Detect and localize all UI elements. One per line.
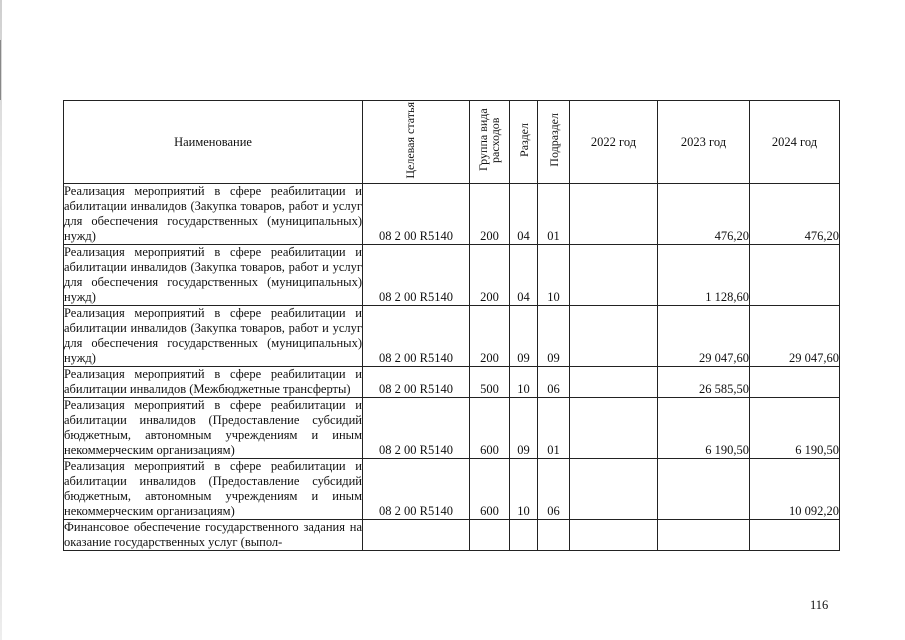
- row-2022: [570, 184, 658, 245]
- row-2023: 6 190,50: [658, 398, 750, 459]
- row-2022: [570, 367, 658, 398]
- header-2023: 2023 год: [658, 101, 750, 184]
- row-name: Реализация мероприятий в сфере реабилитации и абилитации инвалидов (Предоставление субсидий бюджетным, автономным учреждениям и иным некоммерческим организациям): [64, 459, 362, 518]
- header-target-label: Целевая статья: [403, 101, 417, 179]
- table-row: [64, 398, 840, 459]
- row-section: 04: [510, 184, 538, 245]
- row-section: 09: [510, 306, 538, 367]
- row-target: 08 2 00 R5140: [363, 306, 470, 367]
- row-2022: [570, 459, 658, 520]
- row-2024: [750, 520, 840, 551]
- table-row: [64, 306, 840, 367]
- header-target-article: [363, 101, 470, 184]
- header-section-label: Раздел: [516, 123, 531, 157]
- row-subsection: 10: [538, 245, 570, 306]
- header-group-label: Группа вида расходов: [475, 108, 502, 172]
- row-2024: 476,20: [750, 184, 840, 245]
- row-section: 04: [510, 245, 538, 306]
- row-subsection: 06: [538, 459, 570, 520]
- row-2022: [570, 306, 658, 367]
- row-name: Реализация мероприятий в сфере реабилитации и абилитации инвалидов (Межбюджетные трансферты): [64, 367, 362, 396]
- header-subsection: [538, 101, 570, 184]
- row-2024: 6 190,50: [750, 398, 840, 459]
- row-name: Реализация мероприятий в сфере реабилитации и абилитации инвалидов (Предоставление субсидий бюджетным, автономным учреждениям и иным некоммерческим организациям): [64, 398, 362, 457]
- row-target: 08 2 00 R5140: [363, 398, 470, 459]
- row-2023: 26 585,50: [658, 367, 750, 398]
- row-name: Реализация мероприятий в сфере реабилитации и абилитации инвалидов (Закупка товаров, работ и услуг для обеспечения государственных (муниципальных) нужд): [64, 306, 362, 365]
- table-row: [64, 459, 840, 520]
- row-2024: 29 047,60: [750, 306, 840, 367]
- row-2022: [570, 245, 658, 306]
- table-row: [64, 245, 840, 306]
- row-subsection: 01: [538, 184, 570, 245]
- row-2024: [750, 245, 840, 306]
- row-2023: [658, 459, 750, 520]
- row-2023: 29 047,60: [658, 306, 750, 367]
- row-group: 500: [470, 367, 510, 398]
- row-name: Реализация мероприятий в сфере реабилитации и абилитации инвалидов (Закупка товаров, работ и услуг для обеспечения государственных (муниципальных) нужд): [64, 245, 362, 304]
- row-target: 08 2 00 R5140: [363, 184, 470, 245]
- row-group: 600: [470, 398, 510, 459]
- row-name: Финансовое обеспечение государственного задания на оказание государственных услуг (выпол-: [64, 520, 362, 549]
- page-number: 116: [810, 598, 829, 612]
- row-2023: [658, 520, 750, 551]
- row-section: 10: [510, 367, 538, 398]
- row-2024: [750, 367, 840, 398]
- header-2022: 2022 год: [570, 101, 658, 184]
- row-subsection: [538, 520, 570, 551]
- row-target: 08 2 00 R5140: [363, 245, 470, 306]
- row-name: Реализация мероприятий в сфере реабилитации и абилитации инвалидов (Закупка товаров, работ и услуг для обеспечения государственных (муниципальных) нужд): [64, 184, 362, 243]
- row-2024: 10 092,20: [750, 459, 840, 520]
- row-2023: 476,20: [658, 184, 750, 245]
- row-subsection: 01: [538, 398, 570, 459]
- row-group: 600: [470, 459, 510, 520]
- row-section: [510, 520, 538, 551]
- table-row: [64, 520, 840, 551]
- row-target: 08 2 00 R5140: [363, 459, 470, 520]
- row-target: 08 2 00 R5140: [363, 367, 470, 398]
- header-2024: 2024 год: [750, 101, 840, 184]
- table-header-row: [64, 101, 840, 184]
- row-2022: [570, 520, 658, 551]
- row-group: 200: [470, 245, 510, 306]
- scan-edge: [0, 0, 2, 640]
- header-subsection-label: Подраздел: [546, 113, 561, 167]
- row-section: 09: [510, 398, 538, 459]
- header-section: [510, 101, 538, 184]
- header-expense-group: [470, 101, 510, 184]
- row-group: 200: [470, 306, 510, 367]
- row-section: 10: [510, 459, 538, 520]
- table-row: [64, 367, 840, 398]
- row-group: 200: [470, 184, 510, 245]
- table-row: [64, 184, 840, 245]
- row-subsection: 06: [538, 367, 570, 398]
- row-target: [363, 520, 470, 551]
- row-2022: [570, 398, 658, 459]
- header-name: Наименование: [64, 101, 363, 184]
- budget-table: [63, 100, 840, 551]
- row-2023: 1 128,60: [658, 245, 750, 306]
- row-subsection: 09: [538, 306, 570, 367]
- row-group: [470, 520, 510, 551]
